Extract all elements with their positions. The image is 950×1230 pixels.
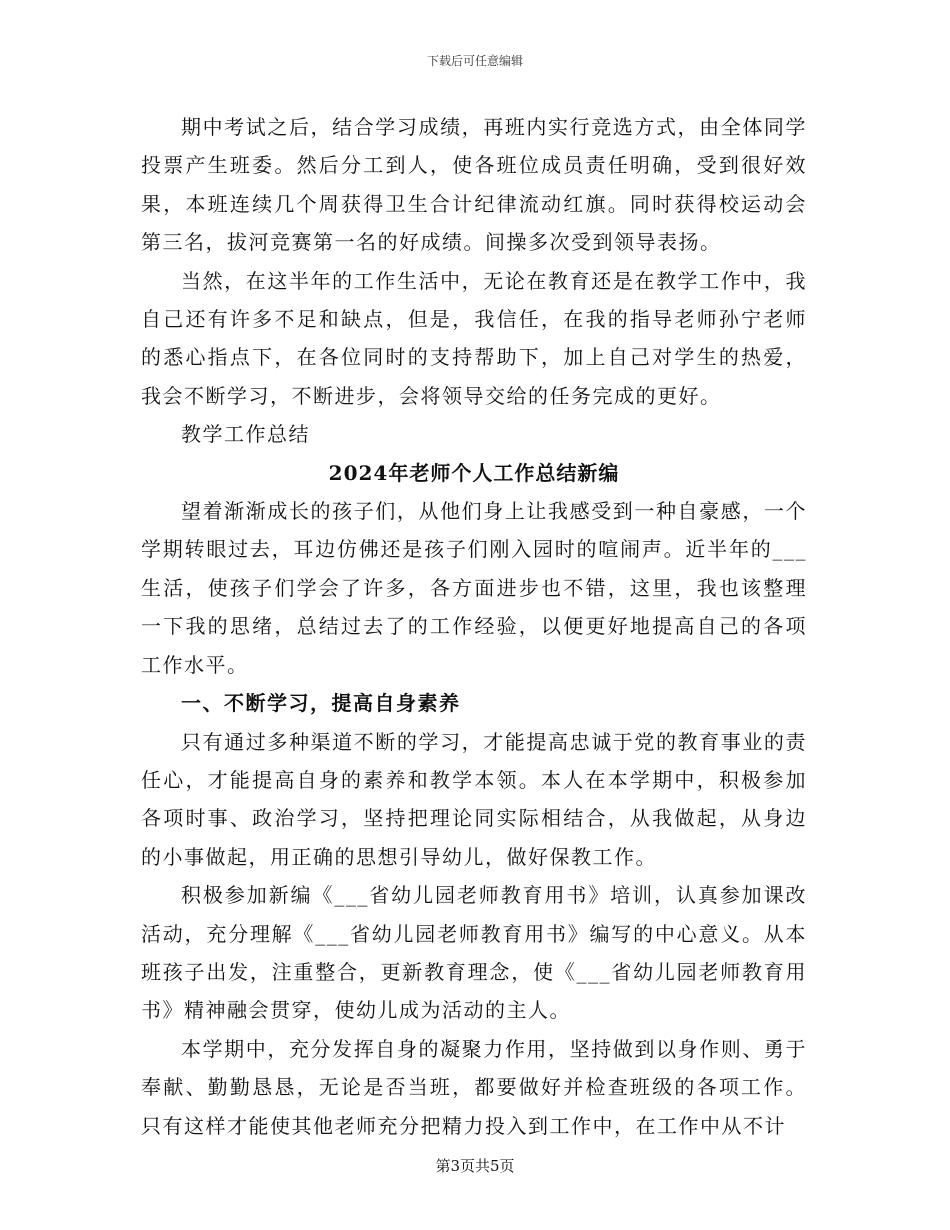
paragraph: 教学工作总结 (181, 422, 310, 447)
paragraph: 积极参加新编《___省幼儿园老师教育用书》培训，认真参加课改活动，充分理解《___省幼儿园老师教育用书》编写的中心意义。从本班孩子出发，注重整合，更新教育理念，使《___省幼儿园老师教育用书》精神融会贯穿，使幼儿成为活动的主人。 (141, 883, 807, 1023)
section-heading: 一、不断学习，提高自身素养 (181, 691, 461, 716)
paragraph: 望着渐渐成长的孩子们，从他们身上让我感受到一种自豪感，一个学期转眼过去，耳边仿佛还是孩子们刚入园时的喧闹声。近半年的___生活，使孩子们学会了许多，各方面进步也不错，这里，我也该整理一下我的思绪，总结过去了的工作经验，以便更好地提高自己的各项工作水平。 (141, 499, 807, 677)
document-body (141, 108, 807, 1145)
paragraph: 当然，在这半年的工作生活中，无论在教育还是在教学工作中，我自己还有许多不足和缺点，但是，我信任，在我的指导老师孙宁老师的悉心指点下，在各位同时的支持帮助下，加上自己对学生的热爱，我会不断学习，不断进步，会将领导交给的任务完成的更好。 (141, 268, 807, 408)
document-title: 2024年老师个人工作总结新编 (328, 460, 620, 485)
paragraph: 期中考试之后，结合学习成绩，再班内实行竞选方式，由全体同学投票产生班委。然后分工到人，使各班位成员责任明确，受到很好效果，本班连续几个周获得卫生合计纪律流动红旗。同时获得校运动会第三名，拔河竞赛第一名的好成绩。间操多次受到领导表扬。 (141, 115, 807, 255)
page-header: 下载后可任意编辑 (426, 54, 523, 68)
page-footer: 第3页共5页 (435, 1157, 515, 1175)
paragraph: 只有通过多种渠道不断的学习，才能提高忠诚于党的教育事业的责任心，才能提高自身的素养和教学本领。本人在本学期中，积极参加各项时事、政治学习，坚持把理论同实际相结合，从我做起，从身边的小事做起，用正确的思想引导幼儿，做好保教工作。 (141, 729, 807, 869)
paragraph: 本学期中，充分发挥自身的凝聚力作用，坚持做到以身作则、勇于奉献、勤勤恳恳，无论是否当班，都要做好并检查班级的各项工作。只有这样才能使其他老师充分把精力投入到工作中，在工作中从不计 (141, 1036, 807, 1138)
